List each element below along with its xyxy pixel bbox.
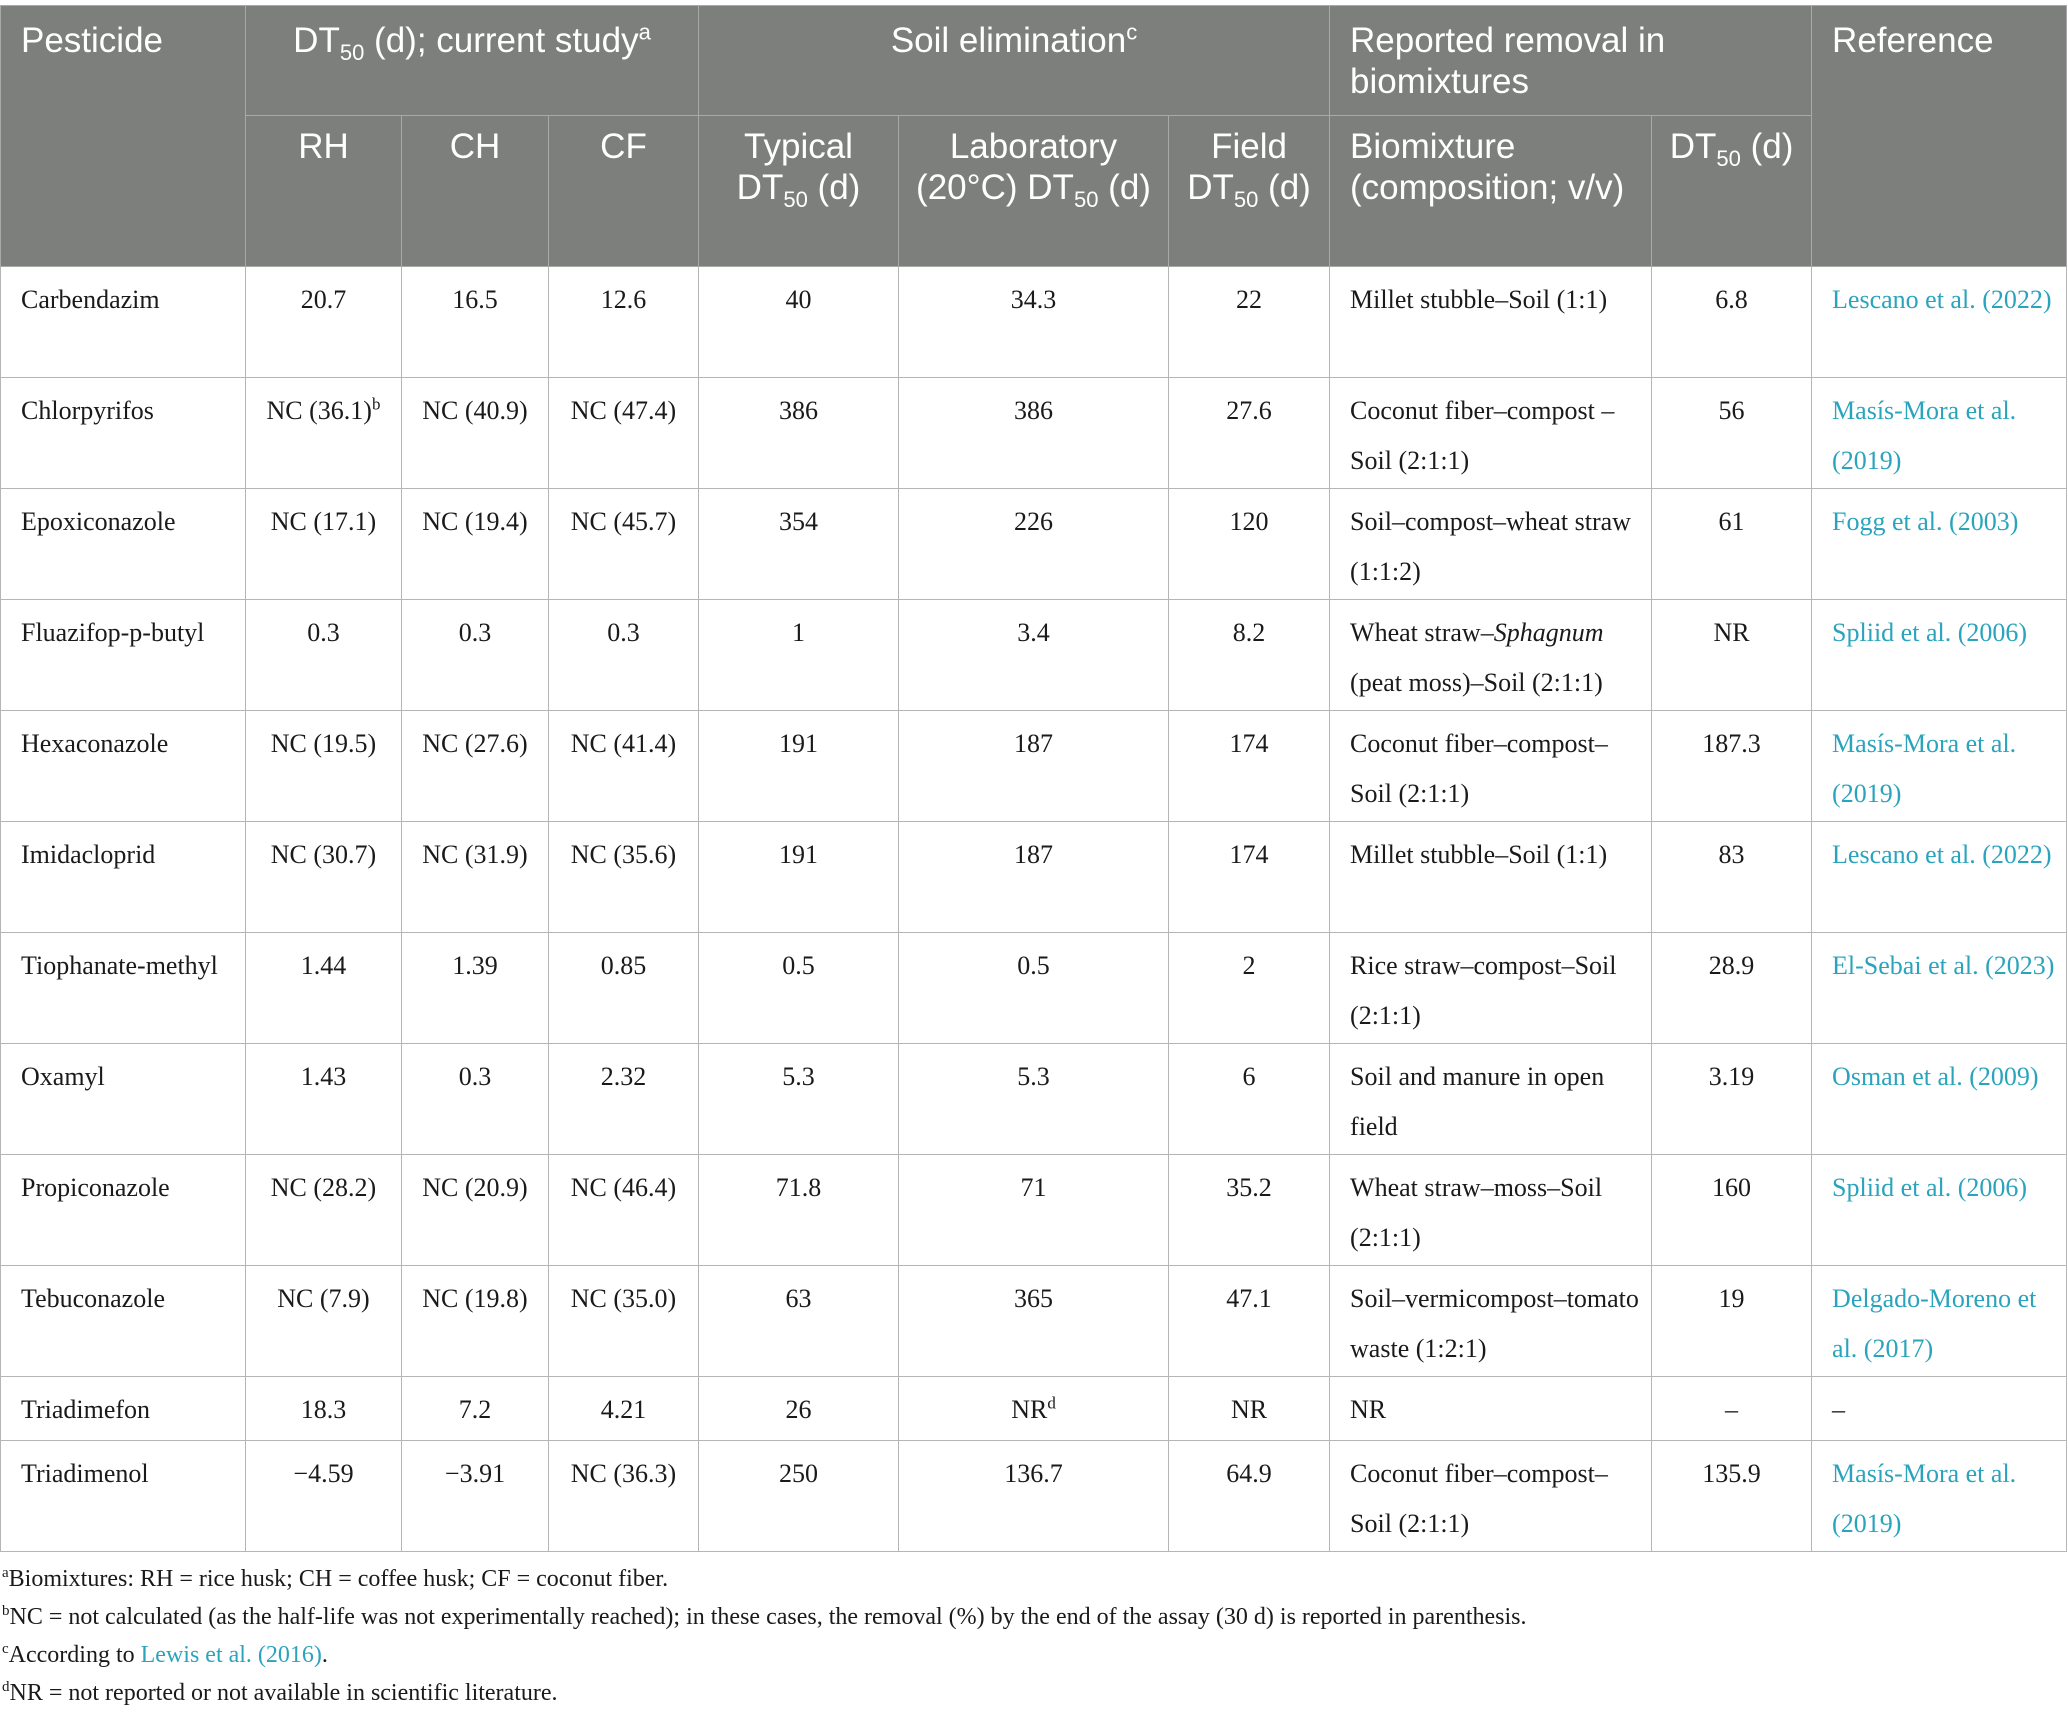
- table-row: [1, 1044, 2067, 1155]
- reference-link[interactable]: El-Sebai et al. (2023): [1812, 933, 2067, 1044]
- cell-lab: 226: [899, 489, 1169, 600]
- cell-lab: 5.3: [899, 1044, 1169, 1155]
- cell-lab: 187: [899, 822, 1169, 933]
- cell-field: 35.2: [1169, 1155, 1330, 1266]
- cell-rh: NC (28.2): [246, 1155, 402, 1266]
- cell-bio-dt50: 83: [1652, 822, 1812, 933]
- cell-biomixture: Millet stubble–Soil (1:1): [1330, 822, 1652, 933]
- cell-biomixture: Wheat straw–Sphagnum (peat moss)–Soil (2:1:1): [1330, 600, 1652, 711]
- table-row: [1, 267, 2067, 378]
- cell-bio-dt50: 61: [1652, 489, 1812, 600]
- cell-field: 47.1: [1169, 1266, 1330, 1377]
- header-reported-removal: Reported removal in biomixtures: [1330, 6, 1812, 116]
- footnote-mark: d: [1047, 1393, 1056, 1413]
- reference-link[interactable]: Delgado-Moreno et al. (2017): [1812, 1266, 2067, 1377]
- cell-field: 8.2: [1169, 600, 1330, 711]
- cell-cf: NC (45.7): [549, 489, 699, 600]
- cell-cf: 0.85: [549, 933, 699, 1044]
- cell-biomixture: NR: [1330, 1377, 1652, 1441]
- cell-biomixture: Soil–compost–wheat straw (1:1:2): [1330, 489, 1652, 600]
- table-row: [1, 711, 2067, 822]
- cell-cf: 4.21: [549, 1377, 699, 1441]
- header-biomixture: Biomixture (composition; v/v): [1330, 116, 1652, 267]
- table-container: [0, 5, 2066, 1712]
- footnote-a: $^a$Biomixtures: RH = rice husk; CH = coffee husk; CF = coconut fiber.: [2, 1565, 669, 1592]
- cell-lab: 0.5: [899, 933, 1169, 1044]
- header-reference: Reference: [1812, 6, 2067, 267]
- cell-rh: 0.3: [246, 600, 402, 711]
- cell-typical: 386: [699, 378, 899, 489]
- table-row: [1, 489, 2067, 600]
- cell-lab: 3.4: [899, 600, 1169, 711]
- cell-biomixture: Coconut fiber–compost – Soil (2:1:1): [1330, 378, 1652, 489]
- header-biomixture-dt50: $DT_{50}$ (d): [1652, 116, 1812, 267]
- cell-field: 22: [1169, 267, 1330, 378]
- cell-bio-dt50: 56: [1652, 378, 1812, 489]
- cell-ch: NC (40.9): [402, 378, 549, 489]
- header-cf: CF: [549, 116, 699, 267]
- cell-pesticide: Oxamyl: [1, 1044, 246, 1155]
- cell-cf: NC (35.0): [549, 1266, 699, 1377]
- cell-bio-dt50: 6.8: [1652, 267, 1812, 378]
- cell-field: 64.9: [1169, 1441, 1330, 1552]
- cell-biomixture: Rice straw–compost–Soil (2:1:1): [1330, 933, 1652, 1044]
- cell-typical: 1: [699, 600, 899, 711]
- cell-ch: 0.3: [402, 1044, 549, 1155]
- cell-lab: 136.7: [899, 1441, 1169, 1552]
- footnote-reference-link[interactable]: Lewis et al. (2016): [140, 1642, 322, 1668]
- cell-pesticide: Triadimefon: [1, 1377, 246, 1441]
- reference-link[interactable]: Fogg et al. (2003): [1812, 489, 2067, 600]
- cell-ch: 0.3: [402, 600, 549, 711]
- reference-link[interactable]: Masís-Mora et al. (2019): [1812, 378, 2067, 489]
- cell-cf: 0.3: [549, 600, 699, 711]
- cell-biomixture: Wheat straw–moss–Soil (2:1:1): [1330, 1155, 1652, 1266]
- cell-pesticide: Hexaconazole: [1, 711, 246, 822]
- cell-pesticide: Tiophanate-methyl: [1, 933, 246, 1044]
- cell-typical: 26: [699, 1377, 899, 1441]
- table-row: [1, 1441, 2067, 1552]
- footnote-c: $^c$According to Lewis et al. (2016).: [2, 1641, 328, 1668]
- pesticide-dt50-table: [0, 5, 2067, 1552]
- table-row: [1, 600, 2067, 711]
- cell-typical: 71.8: [699, 1155, 899, 1266]
- cell-field: 174: [1169, 822, 1330, 933]
- cell-bio-dt50: 3.19: [1652, 1044, 1812, 1155]
- cell-field: NR: [1169, 1377, 1330, 1441]
- cell-ch: NC (31.9): [402, 822, 549, 933]
- cell-cf: NC (47.4): [549, 378, 699, 489]
- header-rh: RH: [246, 116, 402, 267]
- cell-pesticide: Propiconazole: [1, 1155, 246, 1266]
- cell-pesticide: Carbendazim: [1, 267, 246, 378]
- cell-ch: −3.91: [402, 1441, 549, 1552]
- cell-ch: NC (20.9): [402, 1155, 549, 1266]
- cell-biomixture: Millet stubble–Soil (1:1): [1330, 267, 1652, 378]
- cell-typical: 5.3: [699, 1044, 899, 1155]
- table-row: [1, 1266, 2067, 1377]
- cell-biomixture: Soil–vermicompost–tomato waste (1:2:1): [1330, 1266, 1652, 1377]
- cell-biomixture: Coconut fiber–compost–Soil (2:1:1): [1330, 711, 1652, 822]
- cell-cf: NC (46.4): [549, 1155, 699, 1266]
- cell-rh: NC (7.9): [246, 1266, 402, 1377]
- reference-link[interactable]: Osman et al. (2009): [1812, 1044, 2067, 1155]
- cell-bio-dt50: 28.9: [1652, 933, 1812, 1044]
- cell-pesticide: Triadimenol: [1, 1441, 246, 1552]
- header-typical-dt50: Typical $DT_{50}$ (d): [699, 116, 899, 267]
- cell-bio-dt50: 187.3: [1652, 711, 1812, 822]
- cell-rh: 18.3: [246, 1377, 402, 1441]
- cell-pesticide: Tebuconazole: [1, 1266, 246, 1377]
- cell-lab: 187: [899, 711, 1169, 822]
- cell-bio-dt50: 19: [1652, 1266, 1812, 1377]
- cell-pesticide: Fluazifop-p-butyl: [1, 600, 246, 711]
- cell-ch: 16.5: [402, 267, 549, 378]
- cell-biomixture: Coconut fiber–compost–Soil (2:1:1): [1330, 1441, 1652, 1552]
- cell-lab: 71: [899, 1155, 1169, 1266]
- cell-ch: NC (19.8): [402, 1266, 549, 1377]
- table-row: [1, 1155, 2067, 1266]
- cell-pesticide: Chlorpyrifos: [1, 378, 246, 489]
- header-field-dt50: Field $DT_{50}$ (d): [1169, 116, 1330, 267]
- cell-field: 27.6: [1169, 378, 1330, 489]
- cell-rh: 1.43: [246, 1044, 402, 1155]
- cell-rh: NC (19.5): [246, 711, 402, 822]
- cell-reference: –: [1812, 1377, 2067, 1441]
- cell-cf: NC (36.3): [549, 1441, 699, 1552]
- cell-bio-dt50: –: [1652, 1377, 1812, 1441]
- reference-link[interactable]: Masís-Mora et al. (2019): [1812, 711, 2067, 822]
- cell-field: 174: [1169, 711, 1330, 822]
- cell-cf: 12.6: [549, 267, 699, 378]
- table-row: [1, 1377, 2067, 1441]
- cell-typical: 0.5: [699, 933, 899, 1044]
- reference-link[interactable]: Lescano et al. (2022): [1812, 267, 2067, 378]
- cell-field: 2: [1169, 933, 1330, 1044]
- footnote-b: $^b$NC = not calculated (as the half-life was not experimentally reached); in these cases, the removal (%) by the end of the assay (30 d) is reported in parenthesis.: [2, 1603, 1527, 1630]
- header-ch: CH: [402, 116, 549, 267]
- table-footnotes: [0, 1552, 2066, 1712]
- cell-rh: NC (30.7): [246, 822, 402, 933]
- table-row: [1, 378, 2067, 489]
- cell-rh: NC $(36.1)^b$: [246, 378, 402, 489]
- header-soil-elimination: Soil elimination$^c$: [699, 6, 1330, 116]
- cell-bio-dt50: 135.9: [1652, 1441, 1812, 1552]
- cell-pesticide: Imidacloprid: [1, 822, 246, 933]
- table-row: [1, 933, 2067, 1044]
- table-row: [1, 822, 2067, 933]
- header-pesticide: Pesticide: [1, 6, 246, 267]
- cell-pesticide: Epoxiconazole: [1, 489, 246, 600]
- reference-link[interactable]: Masís-Mora et al. (2019): [1812, 1441, 2067, 1552]
- cell-ch: 7.2: [402, 1377, 549, 1441]
- cell-rh: NC (17.1): [246, 489, 402, 600]
- cell-typical: 191: [699, 822, 899, 933]
- cell-lab: 34.3: [899, 267, 1169, 378]
- cell-lab: 386: [899, 378, 1169, 489]
- cell-typical: 354: [699, 489, 899, 600]
- cell-rh: 1.44: [246, 933, 402, 1044]
- footnote-mark: b: [371, 394, 381, 414]
- cell-typical: 40: [699, 267, 899, 378]
- footnote-d: $^d$NR = not reported or not available in scientific literature.: [2, 1679, 558, 1706]
- reference-link[interactable]: Spliid et al. (2006): [1812, 1155, 2067, 1266]
- header-laboratory-dt50: Laboratory (20°C) $DT_{50}$ (d): [899, 116, 1169, 267]
- cell-bio-dt50: NR: [1652, 600, 1812, 711]
- cell-cf: NC (35.6): [549, 822, 699, 933]
- cell-biomixture: Soil and manure in open field: [1330, 1044, 1652, 1155]
- reference-link[interactable]: Lescano et al. (2022): [1812, 822, 2067, 933]
- cell-field: 6: [1169, 1044, 1330, 1155]
- cell-rh: −4.59: [246, 1441, 402, 1552]
- cell-typical: 191: [699, 711, 899, 822]
- cell-ch: NC (27.6): [402, 711, 549, 822]
- cell-lab: $NR^d$: [899, 1377, 1169, 1441]
- reference-link[interactable]: Spliid et al. (2006): [1812, 600, 2067, 711]
- header-dt50-current-study: $DT_{50}$ (d); current study$^a$: [246, 6, 699, 116]
- cell-cf: NC (41.4): [549, 711, 699, 822]
- cell-rh: 20.7: [246, 267, 402, 378]
- cell-typical: 63: [699, 1266, 899, 1377]
- cell-cf: 2.32: [549, 1044, 699, 1155]
- cell-ch: 1.39: [402, 933, 549, 1044]
- cell-field: 120: [1169, 489, 1330, 600]
- cell-bio-dt50: 160: [1652, 1155, 1812, 1266]
- cell-lab: 365: [899, 1266, 1169, 1377]
- cell-typical: 250: [699, 1441, 899, 1552]
- cell-ch: NC (19.4): [402, 489, 549, 600]
